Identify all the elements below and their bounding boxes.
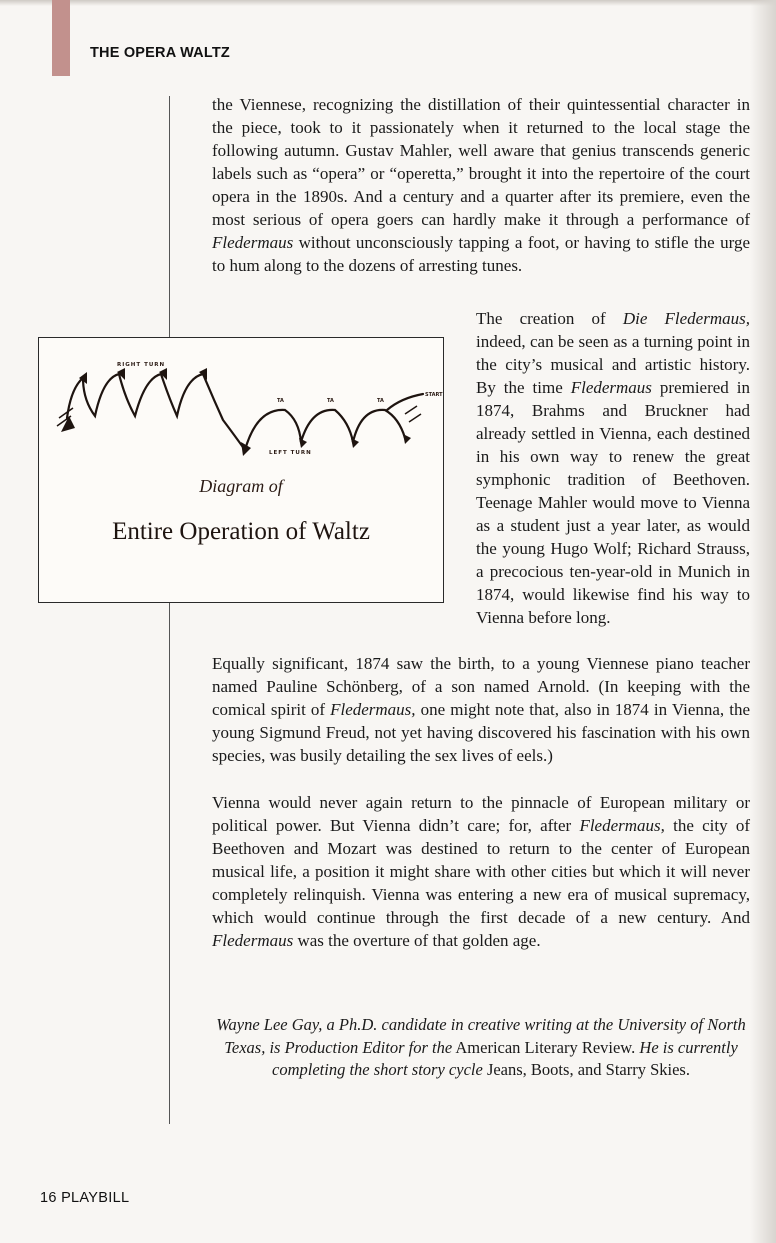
turn-label-3: TA [377,398,384,404]
section-label: THE OPERA WALTZ [90,45,230,61]
waltz-path-illustration [39,338,445,604]
p2-italic-1: Die Fledermaus, [622,309,750,328]
paragraph-2 [476,307,750,629]
p4-text-2: the city of Beethoven and Mozart was destined to return to the center of European musical life, a position it might share with other cities but which it will never completely relinquish. Vienna was entering a new era of musical supremacy, which would continue through the first decade of a new century. And [212,816,750,927]
p1-italic-1: Fledermaus [212,233,294,252]
diagram-caption-small: Diagram of [199,476,283,496]
bio-text-2: Jeans, Boots, and Starry Skies. [482,1060,690,1079]
page-edge-shadow [750,0,776,1243]
p2-text-2: indeed, can be seen as a turning point in the city’s musical and artistic history. By the time [476,332,750,397]
p3-italic-1: Fledermaus, [330,700,416,719]
author-bio [212,1014,750,1082]
turn-label-1: TA [277,398,284,404]
column-rule [169,96,170,1124]
p4-text-3: was the overture of that golden age. [293,931,541,950]
p1-text-1: the Viennese, recognizing the distillation of their quintessential character in the piece, took to it passionately when it returned to the local stage the following autumn. Gustav Mahler, well aware that genius transcends generic labels such as “opera” or “operetta,” brought it into the repertoire of the court opera in the 1890s. And a century and a quarter after its premiere, even the most serious of opera goers can hardly make it through a performance of [212,95,750,229]
p4-text-1: Vienna would never again return to the pinnacle of European military or political power. But Vienna didn’t care; for, after [212,793,750,835]
bio-italic-2: He is currently completing the short story cycle [272,1037,738,1079]
start-label: START [425,392,443,398]
page-footer [40,1190,129,1206]
section-accent-bar [52,0,70,76]
p3-text-1: Equally significant, 1874 saw the birth, to a young Viennese piano teacher named Pauline Schönberg, of a son named Arnold. (In keeping with the comical spirit of [212,654,750,719]
diagram-caption-large: Entire Operation of Waltz [112,518,370,545]
p4-italic-2: Fledermaus [212,931,294,950]
paragraph-4 [212,791,750,952]
publication-name: PLAYBILL [61,1190,130,1206]
bio-text-1: American Literary Review. [452,1037,640,1057]
left-turn-label: LEFT TURN [269,450,312,456]
right-turn-loops [67,374,245,450]
paragraph-3 [212,652,750,767]
p3-text-2: one might note that, also in 1874 in Vienna, the young Sigmund Freud, not yet having discovered his fascination with his own species, was busily detailing the sex lives of eels.) [212,700,750,765]
paragraph-1 [212,93,750,277]
right-turn-label: RIGHT TURN [117,362,166,368]
p2-text-1: The creation of [476,309,623,328]
p2-text-3: premiered in 1874, Brahms and Bruckner had already settled in Vienna, each destined in his own way to renew the great symphonic tradition of Beethoven. Teenage Mahler would move to Vienna as a student just a year later, as would the young Hugo Wolf; Richard Strauss, a precocious ten-year-old in Munich in 1874, would likewise find his way to Vienna before long. [476,378,750,627]
bio-italic-1: Wayne Lee Gay, a Ph.D. candidate in creative writing at the University of North Texas, is Production Editor for the [216,1015,746,1057]
page-number: 16 [40,1190,57,1206]
waltz-diagram [38,337,444,603]
start-lead-in [387,394,423,410]
turn-label-2: TA [327,398,334,404]
p1-text-2: without unconsciously tapping a foot, or having to stifle the urge to hum along to the dozens of arresting tunes. [212,233,750,275]
left-turn-arcs [245,410,405,450]
p4-italic-1: Fledermaus, [579,816,665,835]
p2-italic-2: Fledermaus [570,378,652,397]
page-top-shadow [0,0,776,6]
